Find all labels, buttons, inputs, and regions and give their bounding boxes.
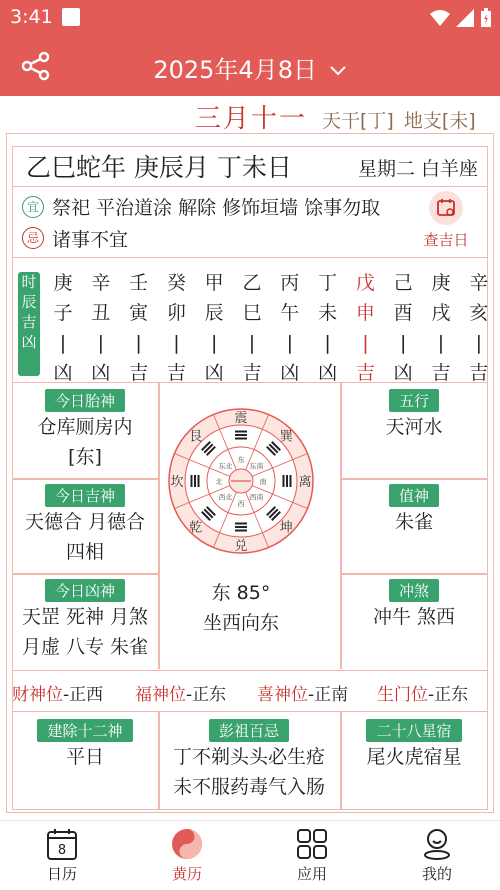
zhishen-cell [340,484,488,537]
compass-direction: 东南 [249,462,264,471]
zhishen-text: 朱雀 [394,511,433,533]
hour-column [313,268,343,388]
profile-icon [420,827,454,861]
hour-gan: 甲 [204,272,224,294]
tab-profile-label: 我的 [421,865,452,883]
hour-divider: | [475,332,482,354]
bagua-compass [167,391,315,573]
dizhi: 地支[未] [403,110,476,132]
calendar-icon-day: 8 [57,843,67,858]
bottom-tab-bar [0,820,500,890]
weekday-constellation: 星期二 白羊座 [357,158,478,180]
direction-info [167,578,315,638]
compass-trigram: 震 [234,411,248,426]
yinyang-icon [170,827,204,861]
lunar-line [0,98,500,132]
hour-column [199,268,229,388]
compass-trigram: 兑 [234,539,248,554]
hour-zhi: 卯 [166,302,186,324]
hour-luck: 吉 [166,362,186,384]
tab-profile[interactable] [397,827,477,884]
compass-direction: 西南 [249,493,264,502]
tiangan: 天干[丁] [322,110,394,132]
xi-position [257,680,348,705]
chongsha-title: 冲煞 [389,579,439,602]
jishen-line2: 四相 [65,541,104,563]
xingsu-cell [340,719,488,772]
hour-zhi: 丑 [91,302,111,324]
chevron-down-icon [329,65,347,77]
xiongshen-cell [12,579,158,662]
hour-gan: 庚 [431,272,451,294]
hour-divider: | [97,332,104,354]
hour-luck: 吉 [129,362,149,384]
fu-value: -正东 [186,685,227,705]
hour-divider: | [173,332,180,354]
hour-divider: | [324,332,331,354]
ganzhi-row [12,146,488,187]
hour-luck: 凶 [53,362,73,384]
xi-label: 喜神位 [257,685,308,705]
hour-column [275,268,305,388]
hour-gan: 丙 [280,272,300,294]
direction-degree: 东 85° [211,582,271,604]
xiongshen-title: 今日凶神 [45,579,125,602]
cai-value: -正西 [63,685,104,705]
info-grid [12,383,488,669]
sheng-value: -正东 [428,685,469,705]
hour-column [124,268,154,388]
jishen-line1: 天德合 月德合 [24,511,146,533]
xiongshen-line2: 月虚 八专 朱雀 [21,636,149,658]
hour-zhi: 戌 [431,302,451,324]
hour-luck: 吉 [355,362,375,384]
date-label: 2025年4月8日 [153,56,317,84]
taishen-line2: [东] [68,446,102,468]
ji-badge: 忌 [22,227,44,249]
hours-section [12,258,488,383]
fu-position [135,680,226,705]
battery-icon [480,8,492,28]
deity-positions-row [12,670,488,712]
hour-luck: 吉 [242,362,262,384]
hour-zhi: 亥 [469,302,489,324]
pengzu-line2: 未不服药毒气入肠 [172,776,325,798]
hour-gan: 辛 [469,272,489,294]
hour-divider: | [135,332,142,354]
status-time: 3:41 [10,6,53,28]
compass-trigram: 坎 [170,475,184,490]
apps-grid-icon [295,827,329,861]
wuxing-text: 天河水 [385,416,443,438]
fu-label: 福神位 [135,685,186,705]
hour-zhi: 酉 [393,302,413,324]
date-picker[interactable] [0,50,500,85]
cai-position [12,680,103,705]
hour-divider: | [362,332,369,354]
jishen-title: 今日吉神 [45,484,125,507]
hour-zhi: 申 [355,302,375,324]
hour-divider: | [248,332,256,354]
taishen-cell [12,389,158,472]
hour-divider: | [210,332,218,354]
hour-column [350,268,380,388]
yi-text: 祭祀 平治道涂 解除 修饰垣墙 馀事勿取 [52,197,381,219]
compass-direction: 南 [259,478,267,486]
hour-divider: | [437,332,445,354]
compass-trigram: 坤 [279,520,293,536]
hour-column [464,268,494,388]
hour-luck: 凶 [393,362,413,384]
xi-value: -正南 [308,685,349,705]
compass-direction: 北 [215,478,223,486]
compass-direction: 西 [237,500,245,508]
wuxing-title: 五行 [389,389,439,412]
hour-luck: 吉 [469,362,489,384]
calendar-icon [45,827,79,861]
bottom-info-grid [12,711,488,809]
hour-gan: 丁 [318,272,338,294]
tab-calendar-label: 日历 [46,865,77,883]
sheng-position [377,680,468,705]
taishen-line1: 仓库厕房内 [37,416,133,438]
hour-gan: 壬 [129,272,149,294]
jianchu-title: 建除十二神 [37,719,132,742]
xingsu-text: 尾火虎宿星 [366,746,462,768]
hour-column [86,268,116,388]
calendar-check-icon [429,191,463,225]
hour-zhi: 未 [318,302,338,324]
hours-tag-text: 时辰吉凶 [21,273,37,351]
chongsha-text: 冲牛 煞西 [372,606,456,628]
hour-gan: 庚 [53,272,73,294]
hour-zhi: 辰 [204,302,224,324]
hour-zhi: 巳 [242,302,262,324]
hour-luck: 凶 [204,362,224,384]
compass-trigram: 离 [298,475,312,490]
hour-zhi: 寅 [129,302,149,324]
lookup-label: 查吉日 [423,231,469,249]
hour-divider: | [286,332,293,354]
hour-column [237,268,267,388]
status-icons [430,8,492,28]
status-bar [0,0,500,36]
hour-gan: 乙 [242,272,262,294]
lookup-auspicious-day-button[interactable] [416,191,476,250]
yi-ji-section [12,187,488,258]
ji-text: 诸事不宜 [52,229,129,251]
ganzhi-info [322,106,486,133]
tab-apps[interactable] [272,827,352,884]
lunar-date: 三月十一 [195,104,308,134]
signal-icon [456,9,474,27]
cai-label: 财神位 [12,685,63,705]
wuxing-cell [340,389,488,442]
pengzu-cell [158,719,340,802]
hour-column [388,268,418,388]
zhishen-title: 值神 [389,484,439,507]
hour-gan: 己 [393,272,413,294]
chongsha-cell [340,579,488,632]
hour-column [426,268,456,388]
ganzhi-text: 乙巳蛇年 庚辰月 丁未日 [26,153,292,182]
hour-luck: 吉 [431,362,451,384]
hours-tag [18,272,40,376]
hour-luck: 凶 [318,362,338,384]
tab-almanac-label: 黄历 [171,865,202,883]
hour-divider: | [59,332,67,354]
tab-apps-label: 应用 [296,865,327,883]
notification-icon [62,8,80,26]
hour-divider: | [399,332,407,354]
compass-trigram: 乾 [189,520,203,536]
jianchu-text: 平日 [65,746,104,768]
yi-badge: 宜 [22,196,44,218]
compass-trigram: 艮 [189,429,203,445]
jianchu-cell [12,719,158,772]
compass-direction: 西北 [218,493,233,502]
hour-column [48,268,78,388]
pengzu-line1: 丁不剃头头必生疮 [172,746,325,768]
xiongshen-line1: 天罡 死神 月煞 [21,606,149,628]
compass-direction: 东北 [218,462,233,471]
hour-gan: 辛 [91,272,111,294]
jishen-cell [12,484,158,567]
wifi-icon [430,9,450,27]
tab-calendar[interactable] [22,827,102,884]
compass-trigram: 巽 [279,429,293,445]
hour-gan: 癸 [166,272,186,294]
hour-luck: 凶 [280,362,300,384]
pengzu-title: 彭祖百忌 [209,719,289,742]
app-header [0,36,500,96]
hour-gan: 戊 [355,272,375,294]
compass-direction: 东 [237,456,245,464]
hour-column [161,268,191,388]
tab-almanac[interactable] [147,827,227,884]
xingsu-title: 二十八星宿 [366,719,461,742]
sheng-label: 生门位 [377,685,428,705]
hour-luck: 凶 [91,362,111,384]
direction-facing: 坐西向东 [202,612,279,634]
taishen-title: 今日胎神 [45,389,125,412]
hour-zhi: 子 [53,302,73,324]
hour-zhi: 午 [280,302,300,324]
